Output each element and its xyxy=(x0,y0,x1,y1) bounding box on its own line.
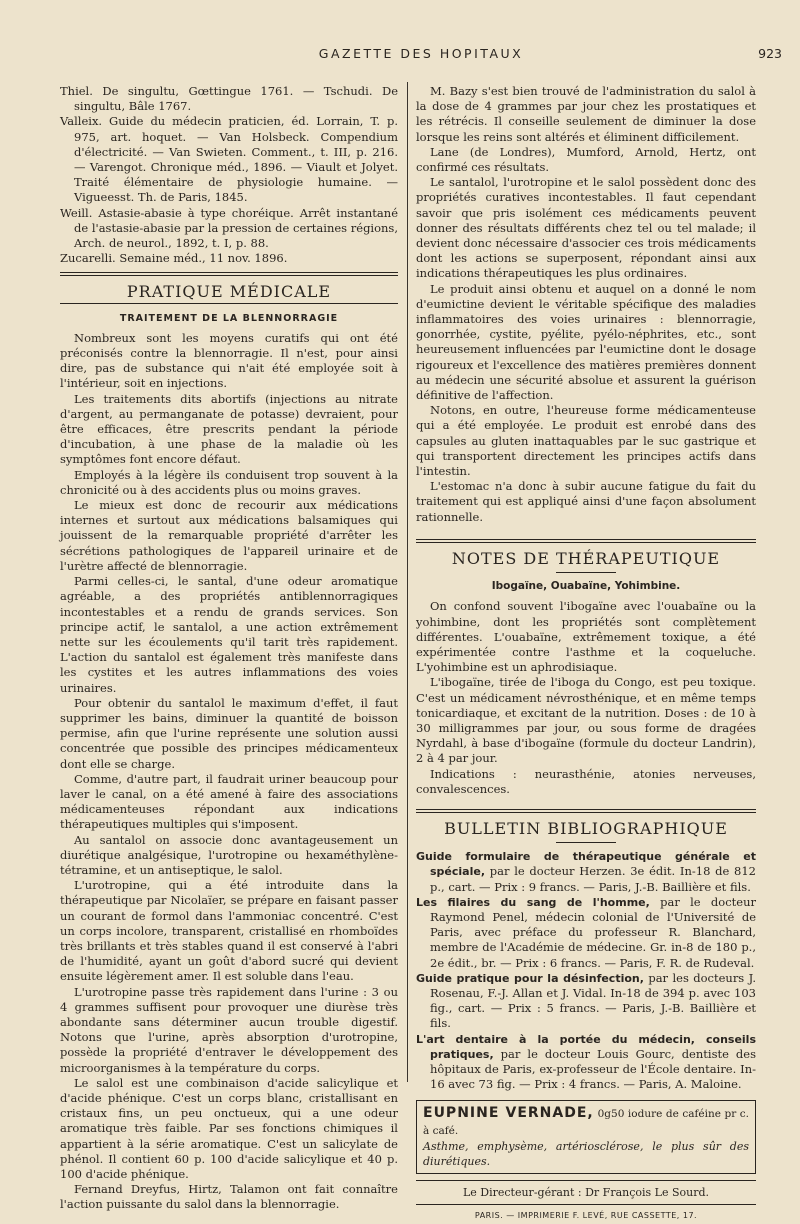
short-rule xyxy=(556,842,616,843)
book-details: par le docteur Louis Gourc, dentiste des hôpitaux de Paris, ex-professeur de l'École dentaire. In-16 avec 73 fig. — Prix : 4 francs. — Paris, A. Maloine. xyxy=(430,1046,756,1092)
paragraph: L'ibogaïne, tirée de l'iboga du Congo, est peu toxique. C'est un médicament névrosthénique, et en même temps tonicardiaque, et excitant de la nutrition. Doses : de 10 à 30 milligrammes par jour, ou sous forme de dragées Nyrdahl, à base d'ibogaïne (formule du docteur Landrin), 2 à 4 par jour. xyxy=(416,675,756,766)
book-title: Guide formulaire de thérapeutique générale et spéciale, xyxy=(416,850,756,879)
paragraph: Parmi celles-ci, le santal, d'une odeur aromatique agréable, a des propriétés antiblennorragiques incontestables et a rendu de grands services. Son principe actif, le santalol, a une action extrêmement nette sur les écoulements qu'il tarit très rapidement. L'action du santalol est également très manifeste dans les cystites et les autres inflammations des voies urinaires. xyxy=(60,574,398,695)
ad-tagline: 0g50 iodure de caféine pr c. à café. xyxy=(423,1108,749,1137)
paragraph: Le produit ainsi obtenu et auquel on a donné le nom d'eumictine devient le véritable spécifique des maladies inflammatoires des voies urinaires : blennorragie, gonorrhée, cystite, pyélite, pyélo-néphrites, etc., sont heureusement influencées par l'eumictine dont le dosage rigoureux et l'excellence des matières premières donnent au médecin une sécurité absolue et assurent la guérison définitive de l'affection. xyxy=(416,281,756,403)
book-details: par le docteur Herzen. 3e édit. In-18 de 812 p., cart. — Prix : 9 francs. — Paris, J.-B. Baillière et fils. xyxy=(430,864,756,894)
article-body-continued xyxy=(416,84,756,525)
paragraph: Le mieux est donc de recourir aux médications internes et surtout aux médications balsamiques qui jouissent de la remarquable propriété d'arrêter les sécrétions pathologiques de l'appareil urinaire et de l'urètre affecté de blennorragie. xyxy=(60,498,398,573)
paragraph: Fernand Dreyfus, Hirtz, Talamon ont fait connaître l'action puissante du salol dans la blennorragie. xyxy=(60,1182,398,1212)
running-header xyxy=(60,46,782,68)
paragraph: Notons, en outre, l'heureuse forme médicamenteuse qui a été employée. Le produit est enrobé dans des capsules au gluten inattaquables par le suc gastrique et qui transportent directement les principes actifs dans l'intestin. xyxy=(416,403,756,479)
book-details: par le docteur Raymond Penel, médecin colonial de l'Université de Paris, avec préface du professeur R. Blanchard, membre de l'Académie de médecine. Gr. in-8 de 180 p., 2e édit., br. — Prix : 6 francs. — Paris, F. R. de Rudeval. xyxy=(430,894,756,970)
ref-item: Zucarelli. Semaine méd., 11 nov. 1896. xyxy=(60,251,288,266)
article-body xyxy=(60,331,398,1213)
right-column xyxy=(416,84,756,1224)
page-number: 923 xyxy=(758,46,782,61)
paragraph: Comme, d'autre part, il faudrait uriner beaucoup pour laver le canal, on a été amené à faire des associations médicamenteuses répondant aux indications thérapeutiques multiples qui s'imposent. xyxy=(60,771,398,832)
signature: Le Directeur-gérant : Dr François Le Sourd. xyxy=(462,1186,710,1200)
paragraph: L'estomac n'a donc à subir aucune fatigue du fait du traitement qui est appliqué ainsi d'une façon absolument rationnelle. xyxy=(416,479,756,524)
book-title: L'art dentaire à la portée du médecin, conseils pratiques, xyxy=(416,1032,756,1061)
advertisement-box xyxy=(416,1100,756,1174)
ref-item: Weill. Astasie-abasie à type choréique. Arrêt instantané de l'astasie-abasie par la pression de certaines régions, Arch. de neurol., 1892, t. I, p. 88. xyxy=(60,205,398,251)
notes-title: NOTES DE THÉRAPEUTIQUE xyxy=(451,548,721,568)
section-title: PRATIQUE MÉDICALE xyxy=(126,282,332,302)
bulletin-title: BULLETIN BIBLIOGRAPHIQUE xyxy=(444,818,728,838)
paragraph: L'urotropine passe très rapidement dans l'urine : 3 ou 4 grammes suffisent pour provoquer une diurèse très abondante sans déterminer aucun trouble digestif. Notons que l'urine, après absorption d'urotropine, possède la propriété d'entraver le développement des microorganismes à la température du corps. xyxy=(60,984,398,1075)
paragraph: M. Bazy s'est bien trouvé de l'administration du salol à la dose de 4 grammes par jour chez les prostatiques et les rétrécis. Il conseille seulement de diminuer la dose lorsque les reins sont altérés et éliminent difficilement. xyxy=(416,84,756,144)
bibliography-refs xyxy=(60,84,398,266)
paragraph: Le salol est une combinaison d'acide salicylique et d'acide phénique. C'est un corps blanc, cristallisant en cristaux fins, un peu onctueux, qui a une odeur aromatique très faible. Par ses fonctions chimiques il appartient à la série aromatique. C'est un salicylate de phénol. Il contient 60 p. 100 d'acide salicylique et 40 p. 100 d'acide phénique. xyxy=(60,1075,398,1182)
ad-brand: EUPNINE VERNADE, xyxy=(423,1105,594,1122)
notes-body xyxy=(416,599,756,797)
paragraph: Nombreux sont les moyens curatifs qui ont été préconisés contre la blennorragie. Il n'est, pour ainsi dire, pas de substance qui n'ait été employée soit à l'intérieur, soit en injections. xyxy=(60,330,398,391)
paragraph: Indications : neurasthénie, atonies nerveuses, convalescences. xyxy=(416,766,756,796)
column-divider xyxy=(407,82,408,1082)
paragraph: On confond souvent l'ibogaïne avec l'ouabaïne ou la yohimbine, dont les propriétés sont complètement différentes. L'ouabaïne, extrêmement toxique, a été expérimentée contre l'asthme et la coqueluche. L'yohimbine est un aphrodisiaque. xyxy=(416,599,756,675)
short-rule xyxy=(556,572,616,573)
book-entry xyxy=(416,895,756,971)
book-title: Guide pratique pour la désinfection, xyxy=(416,971,644,985)
journal-title: GAZETTE DES HOPITAUX xyxy=(318,46,524,61)
ad-subtitle: Asthme, emphysème, artériosclérose, le plus sûr des diurétiques. xyxy=(423,1139,749,1168)
paragraph: Lane (de Londres), Mumford, Arnold, Hertz, ont confirmé ces résultats. xyxy=(416,144,756,175)
book-entry xyxy=(416,1032,756,1093)
paragraph: Employés à la légère ils conduisent trop souvent à la chronicité ou à des accidents plus ou moins graves. xyxy=(60,467,398,497)
notes-subtitle: Ibogaïne, Ouabaïne, Yohimbine. xyxy=(491,580,681,593)
paragraph: Au santalol on associe donc avantageusement un diurétique analgésique, l'urotropine ou hexaméthylène-tétramine, et un antiseptique, le salol. xyxy=(60,832,398,877)
ref-item: Thiel. De singultu, Gœttingue 1761. — Tschudi. De singultu, Bâle 1767. xyxy=(60,84,398,114)
book-list xyxy=(416,849,756,1092)
paragraph: Les traitements dits abortifs (injections au nitrate d'argent, au permanganate de potasse) devraient, pour être efficaces, être prescrits pendant la période d'incubation, à une phase de la maladie où les symptômes font encore défaut. xyxy=(60,391,398,467)
ref-item: Valleix. Guide du médecin praticien, éd. Lorrain, T. p. 975, art. hoquet. — Van Holsbeck. Compendium d'électricité. — Van Swieten. Comment., t. III, p. 216. — Varengot. Chronique méd., 1896. — Viault et Jolyet. Traité élémentaire de physiologie humaine. — Vigueesst. Th. de Paris, 1845. xyxy=(60,114,398,205)
printer-line: PARIS. — IMPRIMERIE F. LEVÉ, RUE CASSETTE, 17. xyxy=(474,1211,698,1221)
book-title: Les filaires du sang de l'homme, xyxy=(416,895,650,909)
left-column xyxy=(60,84,398,1213)
book-entry xyxy=(416,971,756,1032)
book-details: par les docteurs J. Rosenau, F.-J. Allan et J. Vidal. In-18 de 394 p. avec 103 fig., cart. — Prix : 5 francs. — Paris, J.-B. Baillière et fils. xyxy=(430,970,756,1031)
subsection-title: TRAITEMENT DE LA BLENNORRAGIE xyxy=(119,312,339,324)
paragraph: Le santalol, l'urotropine et le salol possèdent donc des propriétés curatives incontestables. Il faut cependant savoir que pris isolément ces médicaments peuvent donner des résultats différents chez tel ou tel malade; il devient donc nécessaire d'associer ces trois médicaments dont les actions se superposent, répondant ainsi aux indications thérapeutiques les plus ordinaires. xyxy=(416,175,756,281)
book-entry xyxy=(416,849,756,895)
paragraph: L'urotropine, qui a été introduite dans la thérapeutique par Nicolaïer, se prépare en faisant passer un courant de formol dans l'ammoniac concentré. C'est un corps incolore, transparent, cristallisé en rhomboïdes très brillants et très stables quand il est conservé à l'abri de l'humidité, ayant un goût d'abord sucré qui devient ensuite légèrement amer. Il est soluble dans l'eau. xyxy=(60,878,398,984)
paragraph: Pour obtenir du santalol le maximum d'effet, il faut supprimer les bains, diminuer la quantité de boisson permise, afin que l'urine représente une solution aussi concentrée que possible des principes médicamenteux dont elle se charge. xyxy=(60,695,398,771)
